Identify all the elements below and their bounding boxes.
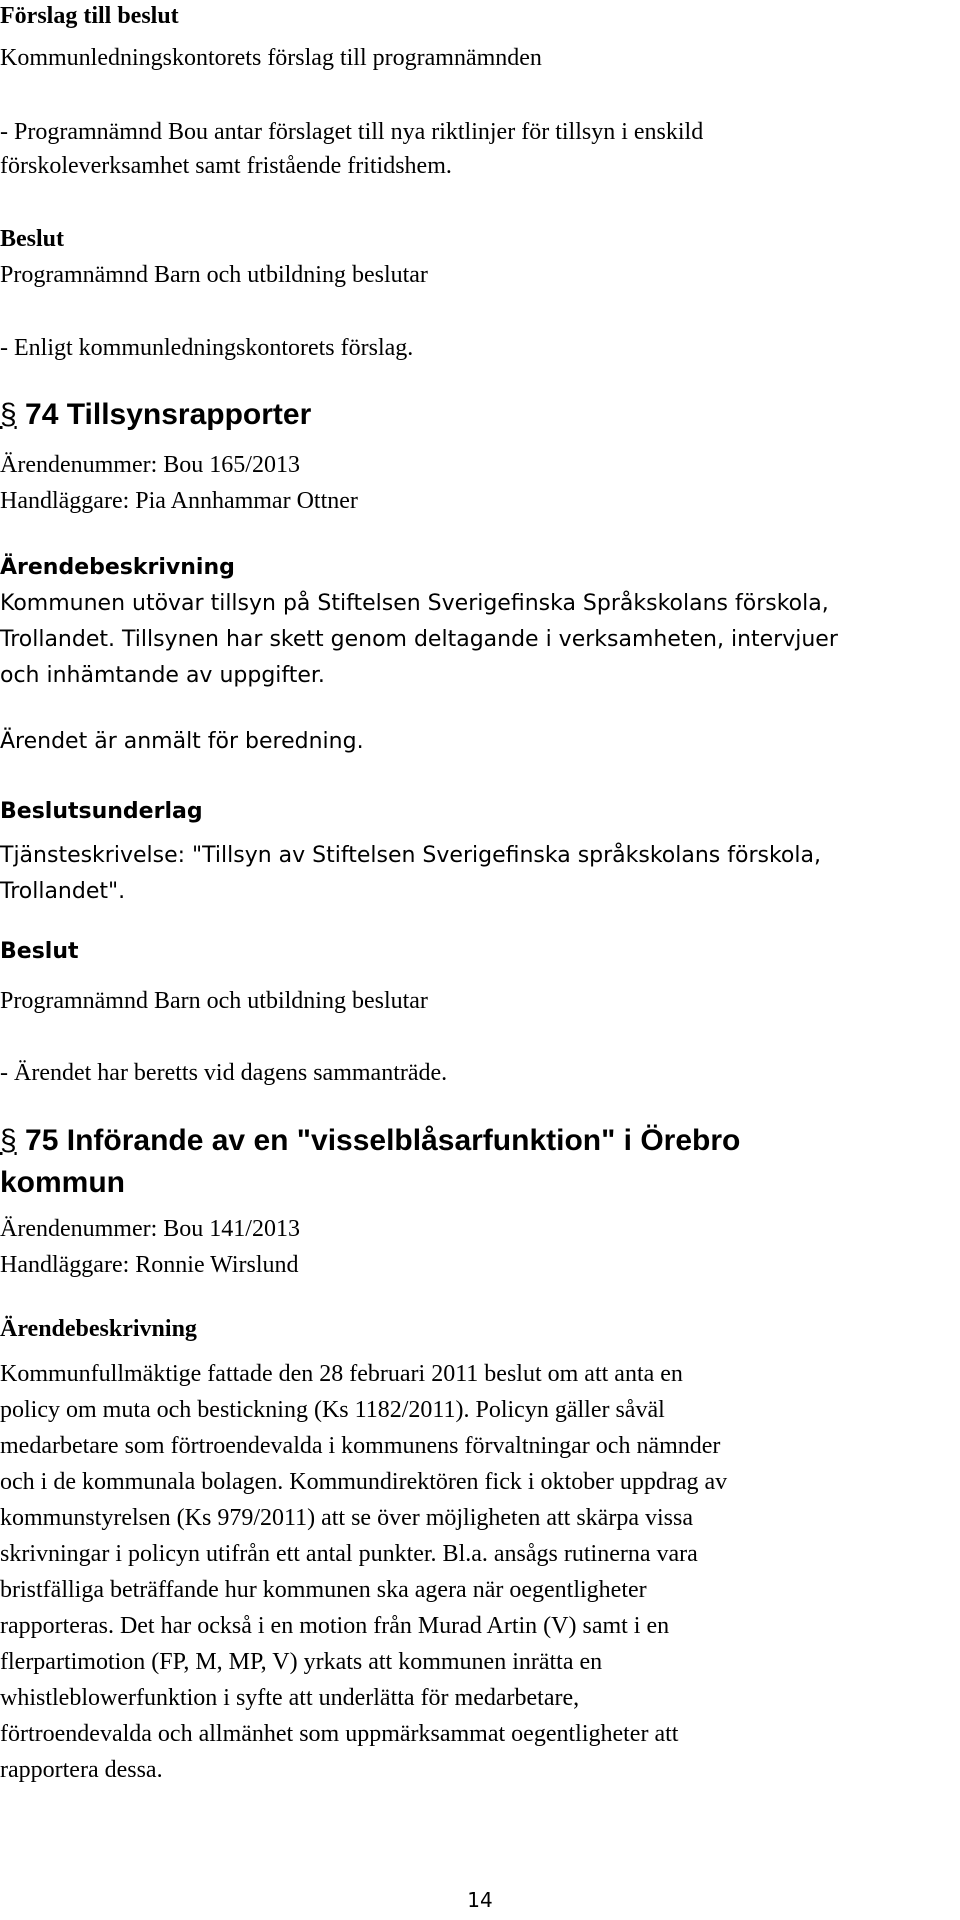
section-symbol: §	[0, 398, 17, 431]
section-title-75	[0, 1122, 740, 1160]
decision-item: - Ärendet har beretts vid dagens sammanträde.	[0, 1060, 448, 1086]
case-handler: Handläggare: Ronnie Wirslund	[0, 1252, 299, 1278]
description-line: Trollandet. Tillsynen har skett genom deltagande i verksamheten, intervjuer	[0, 627, 838, 652]
body-line: policy om muta och bestickning (Ks 1182/2011). Policyn gäller såväl	[0, 1397, 665, 1423]
body-line: rapporteras. Det har också i en motion från Murad Artin (V) samt i en	[0, 1613, 670, 1639]
basis-line: Trollandet".	[0, 879, 126, 904]
section-title-74	[0, 396, 311, 434]
description-heading: Ärendebeskrivning	[0, 1316, 197, 1342]
page-number: 14	[467, 1888, 493, 1912]
proposal-subheading: Kommunledningskontorets förslag till programnämnden	[0, 45, 542, 71]
body-line: flerpartimotion (FP, M, MP, V) yrkats att kommunen inrätta en	[0, 1649, 603, 1675]
proposal-text-line: förskoleverksamhet samt fristående fritidshem.	[0, 153, 452, 179]
decision-heading: Beslut	[0, 939, 79, 964]
section-title-text: 74 Tillsynsrapporter	[25, 398, 312, 431]
description-line: och inhämtande av uppgifter.	[0, 663, 325, 688]
section-title-text: 75 Införande av en "visselblåsarfunktion" i Örebro	[25, 1124, 741, 1157]
decision-line: Programnämnd Barn och utbildning beslutar	[0, 988, 428, 1014]
section-title-continuation: kommun	[0, 1166, 126, 1199]
body-line: och i de kommunala bolagen. Kommundirektören fick i oktober uppdrag av	[0, 1469, 728, 1495]
decision-heading: Beslut	[0, 226, 65, 252]
proposal-text-line: - Programnämnd Bou antar förslaget till nya riktlinjer för tillsyn i enskild	[0, 119, 704, 145]
body-line: rapportera dessa.	[0, 1757, 163, 1783]
decision-item: - Enligt kommunledningskontorets förslag.	[0, 335, 414, 361]
decision-line: Programnämnd Barn och utbildning beslutar	[0, 262, 428, 288]
basis-line: Tjänsteskrivelse: "Tillsyn av Stiftelsen Sverigefinska språkskolans förskola,	[0, 843, 821, 868]
body-line: kommunstyrelsen (Ks 979/2011) att se över möjligheten att skärpa vissa	[0, 1505, 693, 1531]
section-symbol: §	[0, 1124, 17, 1157]
case-number: Ärendenummer: Bou 141/2013	[0, 1216, 300, 1242]
body-line: whistleblowerfunktion i syfte att underlätta för medarbetare,	[0, 1685, 580, 1711]
description-line: Kommunen utövar tillsyn på Stiftelsen Sverigefinska Språkskolans förskola,	[0, 591, 829, 616]
body-line: bristfälliga beträffande hur kommunen ska agera när oegentligheter	[0, 1577, 647, 1603]
body-line: medarbetare som förtroendevalda i kommunens förvaltningar och nämnder	[0, 1433, 721, 1459]
basis-heading: Beslutsunderlag	[0, 799, 203, 824]
body-line: Kommunfullmäktige fattade den 28 februari 2011 beslut om att anta en	[0, 1361, 683, 1387]
case-handler: Handläggare: Pia Annhammar Ottner	[0, 488, 358, 514]
case-number: Ärendenummer: Bou 165/2013	[0, 452, 300, 478]
proposal-heading: Förslag till beslut	[0, 3, 179, 29]
body-line: skrivningar i policyn utifrån ett antal punkter. Bl.a. ansågs rutinerna vara	[0, 1541, 698, 1567]
body-line: förtroendevalda och allmänhet som uppmärksammat oegentligheter att	[0, 1721, 679, 1747]
status-text: Ärendet är anmält för beredning.	[0, 729, 364, 754]
description-heading: Ärendebeskrivning	[0, 555, 235, 580]
